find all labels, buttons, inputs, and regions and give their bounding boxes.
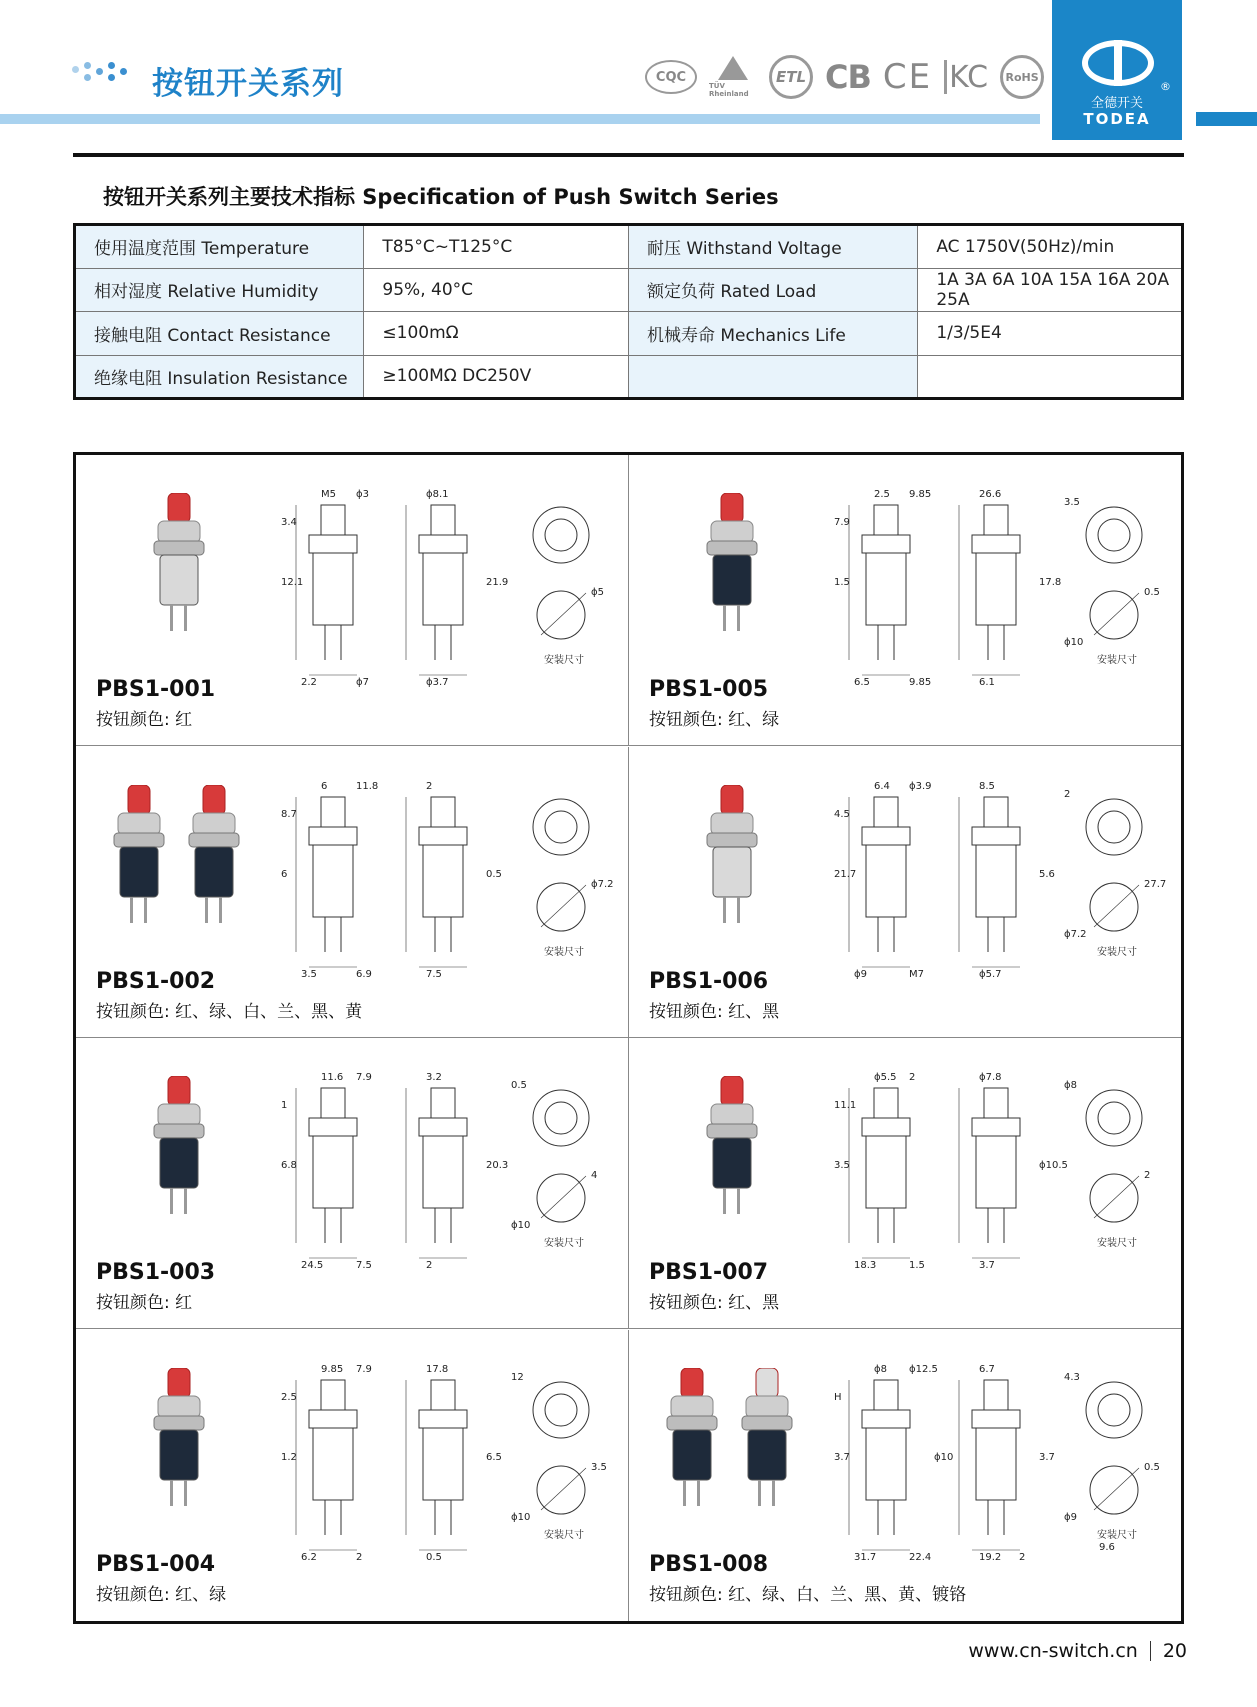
dimension-label: 3.5	[591, 1461, 607, 1473]
dimension-drawing-svg	[261, 1360, 616, 1570]
dimension-label: 11.6	[321, 1072, 344, 1083]
top-view	[1086, 1090, 1142, 1222]
dimension-drawing-svg	[261, 485, 616, 695]
product-card	[628, 747, 1181, 1038]
dimension-label: ϕ5.5	[874, 1072, 897, 1083]
spec-cell-k2: 机械寿命 Mechanics Life	[628, 312, 917, 356]
dimension-label: 6.5	[486, 1451, 502, 1463]
dimension-label: ϕ3	[356, 489, 369, 500]
dimension-label: 3.2	[426, 1072, 442, 1083]
kc-logo: KC	[944, 60, 988, 94]
todea-emblem-icon	[1082, 40, 1154, 86]
spec-cell-v1: ≤100mΩ	[364, 312, 629, 356]
dimension-label: ϕ5	[591, 587, 604, 598]
dimension-label: 1	[281, 1100, 288, 1111]
spec-cell-k2	[628, 355, 917, 399]
top-view	[533, 799, 589, 931]
dimension-label: 24.5	[301, 1260, 324, 1271]
spec-cell-k2: 额定负荷 Rated Load	[628, 268, 917, 312]
header-band	[0, 114, 1040, 124]
dimension-label: H	[834, 1391, 842, 1403]
spec-cell-v1: 95%, 40°C	[364, 268, 629, 312]
dimension-label: 27.7	[1144, 878, 1167, 890]
dimension-label: 19.2	[979, 1551, 1002, 1563]
top-view	[533, 1090, 589, 1222]
front-view	[296, 1380, 357, 1550]
side-view	[959, 1088, 1020, 1258]
dimension-label: 18.3	[854, 1260, 877, 1271]
dimension-label: 11.8	[356, 780, 379, 792]
dimension-label: ϕ7	[356, 677, 369, 688]
brand-name-cn: 全德开关	[1090, 96, 1143, 111]
spec-cell-v2: AC 1750V(50Hz)/min	[918, 225, 1183, 269]
product-photo	[657, 1368, 807, 1528]
dimension-label: 8.5	[979, 780, 995, 792]
spec-cell-v1: ≥100MΩ DC250V	[364, 355, 629, 399]
dimension-label: 9.85	[909, 489, 932, 500]
ccc-logo: CQC	[645, 60, 697, 94]
technical-drawing	[261, 777, 616, 987]
header-band-accent	[1196, 112, 1257, 126]
spec-cell-k1: 接触电阻 Contact Resistance	[75, 312, 364, 356]
dimension-label: 0.5	[1144, 587, 1160, 598]
dimension-drawing-svg	[814, 777, 1169, 987]
dimension-label: 6.2	[301, 1551, 317, 1563]
technical-drawing	[261, 485, 616, 695]
front-view	[296, 1088, 357, 1258]
top-view	[533, 507, 589, 639]
spec-cell-v2: 1A 3A 6A 10A 15A 16A 20A 25A	[918, 268, 1183, 312]
dimension-label: 21.7	[834, 868, 857, 880]
spec-row	[75, 312, 1183, 356]
dimension-label: M7	[909, 968, 924, 980]
dimension-label: 9.6	[1099, 1541, 1115, 1553]
mount-size-label: 安装尺寸	[544, 1238, 584, 1249]
dimension-label: 2	[1019, 1551, 1026, 1563]
dimension-label: 3.5	[834, 1160, 850, 1171]
ce-logo: CE	[882, 57, 933, 97]
technical-drawing	[261, 1360, 616, 1570]
dimension-label: 0.5	[511, 1080, 527, 1091]
dimension-label: 20.3	[486, 1160, 509, 1171]
dimension-label: 7.9	[356, 1072, 372, 1083]
top-view	[1086, 799, 1142, 931]
dimension-drawing-svg	[814, 1068, 1169, 1278]
side-view	[406, 505, 467, 675]
dimension-label: 0.5	[486, 868, 502, 880]
product-card	[628, 1330, 1181, 1621]
dimension-label: 7.9	[834, 517, 850, 528]
dimension-label: M5	[321, 489, 336, 500]
rohs-logo: RoHS	[1000, 55, 1044, 99]
dimension-label: ϕ9	[854, 968, 867, 980]
dimension-label: ϕ7.8	[979, 1072, 1002, 1083]
product-card	[76, 1038, 628, 1329]
cb-logo: CB	[825, 58, 871, 96]
etl-logo: ETL	[769, 55, 813, 99]
dimension-label: 26.6	[979, 489, 1002, 500]
dimension-label: 7.5	[356, 1260, 372, 1271]
dimension-label: 9.85	[909, 677, 932, 688]
product-model: PBS1-008	[649, 1551, 769, 1577]
dimension-label: 6.9	[356, 968, 372, 980]
front-view	[849, 797, 910, 967]
spec-row	[75, 225, 1183, 269]
dimension-label: ϕ3.7	[426, 677, 449, 688]
spec-row	[75, 268, 1183, 312]
dimension-label: 4	[591, 1170, 598, 1181]
dimension-label: 3.4	[281, 517, 297, 528]
product-photo	[104, 493, 254, 653]
dimension-label: ϕ3.9	[909, 780, 932, 792]
mount-size-label: 安装尺寸	[1097, 1238, 1137, 1249]
dimension-label: ϕ10.5	[1039, 1160, 1068, 1171]
product-photo	[104, 785, 254, 945]
dimension-label: ϕ5.7	[979, 968, 1002, 980]
dimension-drawing-svg	[261, 1068, 616, 1278]
dimension-label: 17.8	[426, 1363, 449, 1375]
top-view	[1086, 1382, 1142, 1514]
top-view	[1086, 507, 1142, 639]
side-view	[406, 1380, 467, 1550]
dimension-label: ϕ8	[1064, 1080, 1077, 1091]
technical-drawing	[814, 777, 1169, 987]
side-view	[406, 1088, 467, 1258]
product-model: PBS1-006	[649, 968, 769, 994]
spec-cell-k2: 耐压 Withstand Voltage	[628, 225, 917, 269]
dimension-label: 6	[321, 780, 328, 792]
dimension-label: 12	[511, 1371, 524, 1383]
product-colors: 按钮颜色: 红、绿、白、兰、黑、黄	[96, 1001, 363, 1022]
mount-size-label: 安装尺寸	[1097, 1529, 1137, 1541]
section-divider	[73, 153, 1184, 157]
product-card	[628, 1038, 1181, 1329]
spec-cell-v1: T85°C~T125°C	[364, 225, 629, 269]
product-grid	[73, 452, 1184, 1624]
dimension-label: 31.7	[854, 1551, 877, 1563]
dimension-label: 2.5	[874, 489, 890, 500]
product-colors: 按钮颜色: 红、绿	[649, 710, 780, 730]
dimension-label: 6	[281, 868, 288, 880]
product-model: PBS1-005	[649, 677, 769, 702]
dimension-label: 3.7	[1039, 1451, 1055, 1463]
dimension-label: ϕ8	[874, 1363, 887, 1375]
dimension-label: 11.1	[834, 1100, 857, 1111]
dimension-label: 3.5	[1064, 497, 1080, 508]
product-card	[76, 1330, 628, 1621]
brand-logo: ® 全德开关 TODEA	[1052, 0, 1182, 140]
dimension-label: 0.5	[1144, 1461, 1160, 1473]
side-view	[406, 797, 467, 967]
product-photo	[104, 1076, 254, 1236]
spec-cell-k1: 绝缘电阻 Insulation Resistance	[75, 355, 364, 399]
spec-cell-v2	[918, 355, 1183, 399]
product-card	[628, 455, 1181, 746]
spec-table	[73, 223, 1184, 400]
product-model: PBS1-004	[96, 1551, 216, 1577]
technical-drawing	[814, 1068, 1169, 1278]
spec-row	[75, 355, 1183, 399]
spec-title: 按钮开关系列主要技术指标 Specification of Push Switch Series	[103, 185, 779, 209]
dimension-label: ϕ9	[1064, 1511, 1077, 1523]
dimension-label: 2.2	[301, 677, 317, 688]
mount-size-label: 安装尺寸	[544, 1529, 584, 1541]
product-colors: 按钮颜色: 红	[96, 1293, 193, 1313]
technical-drawing	[261, 1068, 616, 1278]
dimension-label: ϕ10	[934, 1451, 954, 1463]
dimension-drawing-svg	[261, 777, 616, 987]
dimension-label: 9.85	[321, 1363, 344, 1375]
dimension-label: 4.3	[1064, 1371, 1080, 1383]
front-view	[296, 797, 357, 967]
front-view	[296, 505, 357, 675]
tuv-logo: TÜV Rheinland	[709, 56, 757, 98]
product-colors: 按钮颜色: 红、黑	[649, 1293, 780, 1313]
website-url: www.cn-switch.cn	[968, 1640, 1138, 1662]
dimension-label: ϕ10	[511, 1220, 531, 1231]
mount-size-label: 安装尺寸	[544, 655, 584, 666]
product-colors: 按钮颜色: 红、黑	[649, 1001, 780, 1022]
product-card	[76, 747, 628, 1038]
side-view	[959, 505, 1020, 675]
dimension-drawing-svg	[814, 1360, 1169, 1570]
dimension-label: ϕ10	[1064, 637, 1084, 648]
dimension-label: 4.5	[834, 808, 850, 820]
dimension-label: 22.4	[909, 1551, 932, 1563]
dimension-label: 6.5	[854, 677, 870, 688]
decorative-dots-icon	[72, 62, 134, 86]
dimension-label: 0.5	[426, 1551, 442, 1563]
dimension-label: 2	[1144, 1170, 1151, 1181]
dimension-label: 21.9	[486, 577, 509, 588]
product-photo	[657, 785, 807, 945]
product-photo	[104, 1368, 254, 1528]
dimension-label: 2	[426, 1260, 433, 1271]
dimension-label: 2	[356, 1551, 363, 1563]
product-model: PBS1-003	[96, 1260, 216, 1285]
dimension-label: 3.5	[301, 968, 317, 980]
dimension-label: ϕ10	[511, 1511, 531, 1523]
dimension-label: 2.5	[281, 1391, 297, 1403]
mount-size-label: 安装尺寸	[544, 946, 584, 958]
dimension-label: 2	[426, 780, 433, 792]
dimension-label: 2	[909, 1072, 916, 1083]
product-colors: 按钮颜色: 红、绿、白、兰、黑、黄、镀铬	[649, 1584, 967, 1605]
dimension-label: 7.5	[426, 968, 442, 980]
dimension-label: 17.8	[1039, 577, 1062, 588]
technical-drawing	[814, 485, 1169, 695]
top-view	[533, 1382, 589, 1514]
dimension-label: 1.2	[281, 1451, 297, 1463]
mount-size-label: 安装尺寸	[1097, 946, 1137, 958]
footer-separator	[1150, 1641, 1151, 1661]
product-photo	[657, 1076, 807, 1236]
certification-logos	[645, 54, 1044, 100]
dimension-label: 6.7	[979, 1363, 995, 1375]
product-colors: 按钮颜色: 红	[96, 710, 193, 730]
product-card	[76, 455, 628, 746]
dimension-label: 3.7	[979, 1260, 995, 1271]
spec-cell-k1: 使用温度范围 Temperature	[75, 225, 364, 269]
dimension-label: 12.1	[281, 577, 304, 588]
front-view	[849, 1380, 910, 1550]
brand-name-en: TODEA	[1083, 110, 1151, 128]
product-photo	[657, 493, 807, 653]
technical-drawing	[814, 1360, 1169, 1570]
front-view	[849, 505, 910, 675]
dimension-label: ϕ7.2	[1064, 928, 1087, 940]
dimension-label: 2	[1064, 788, 1071, 800]
dimension-label: 7.9	[356, 1363, 372, 1375]
dimension-label: 5.6	[1039, 868, 1055, 880]
dimension-label: ϕ7.2	[591, 878, 614, 890]
page-footer	[968, 1640, 1187, 1662]
page-title: 按钮开关系列	[152, 66, 344, 102]
dimension-label: 8.7	[281, 808, 297, 820]
mount-size-label: 安装尺寸	[1097, 655, 1137, 666]
dimension-label: 6.1	[979, 677, 995, 688]
dimension-label: ϕ8.1	[426, 489, 449, 500]
product-model: PBS1-007	[649, 1260, 769, 1285]
side-view	[959, 1380, 1020, 1550]
page-header	[0, 0, 1257, 140]
product-model: PBS1-001	[96, 677, 216, 702]
dimension-label: 1.5	[909, 1260, 925, 1271]
product-model: PBS1-002	[96, 968, 216, 994]
product-colors: 按钮颜色: 红、绿	[96, 1584, 227, 1605]
dimension-label: 3.7	[834, 1451, 850, 1463]
front-view	[849, 1088, 910, 1258]
side-view	[959, 797, 1020, 967]
spec-cell-v2: 1/3/5E4	[918, 312, 1183, 356]
dimension-label: ϕ12.5	[909, 1363, 938, 1375]
dimension-drawing-svg	[814, 485, 1169, 695]
dimension-label: 1.5	[834, 577, 850, 588]
page-number: 20	[1162, 1640, 1187, 1662]
spec-cell-k1: 相对湿度 Relative Humidity	[75, 268, 364, 312]
dimension-label: 6.4	[874, 780, 890, 792]
dimension-label: 6.8	[281, 1160, 297, 1171]
